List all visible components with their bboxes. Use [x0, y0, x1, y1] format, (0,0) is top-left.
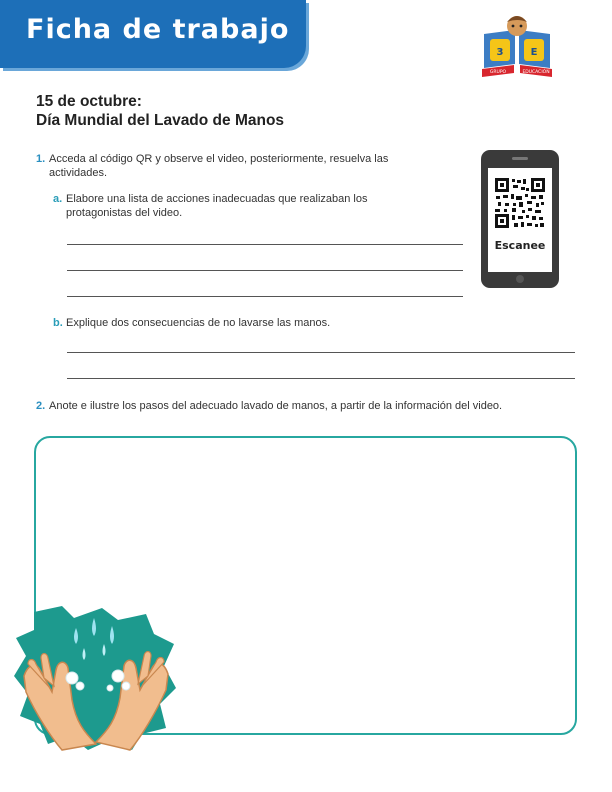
soap-bubble	[66, 672, 78, 684]
question-1-text: Acceda al código QR y observe el video, posteriormente, resuelva las actividades.	[49, 153, 389, 179]
date-title-line1: 15 de octubre:	[36, 93, 142, 110]
logo-letter-right: E	[530, 47, 538, 58]
question-1b-letter: b.	[53, 317, 63, 329]
qr-code	[495, 178, 545, 228]
answer-line[interactable]	[67, 296, 463, 297]
hand-washing-illustration	[14, 604, 178, 752]
page-title	[36, 92, 284, 130]
scan-label: Escanee	[494, 239, 546, 252]
logo-letter-left: 3	[496, 47, 504, 58]
question-1-number: 1.	[36, 153, 46, 165]
question-2	[36, 399, 596, 413]
logo-ribbon-right-text: EDUCACIÓN	[522, 70, 550, 75]
question-1a	[53, 192, 423, 220]
question-2-text: Anote e ilustre los pasos del adecuado lavado de manos, a partir de la información del video.	[49, 400, 503, 412]
question-1a-text: Elabore una lista de acciones inadecuadas que realizaban los protagonistas del video.	[66, 193, 368, 219]
question-1	[36, 152, 446, 180]
question-1a-letter: a.	[53, 193, 63, 205]
logo-ribbon-left-text: GRUPO	[489, 70, 507, 75]
date-title-line2: Día Mundial del Lavado de Manos	[36, 112, 285, 129]
header-banner	[0, 0, 306, 68]
question-1b	[53, 316, 473, 330]
smartphone-qr-icon	[481, 150, 559, 288]
publisher-logo	[478, 12, 556, 78]
answer-line[interactable]	[67, 352, 575, 353]
worksheet-title: Ficha de trabajo	[26, 14, 290, 45]
question-1b-text: Explique dos consecuencias de no lavarse las manos.	[66, 317, 331, 329]
answer-line[interactable]	[67, 378, 575, 379]
answer-line[interactable]	[67, 270, 463, 271]
question-2-number: 2.	[36, 400, 46, 412]
answer-line[interactable]	[67, 244, 463, 245]
